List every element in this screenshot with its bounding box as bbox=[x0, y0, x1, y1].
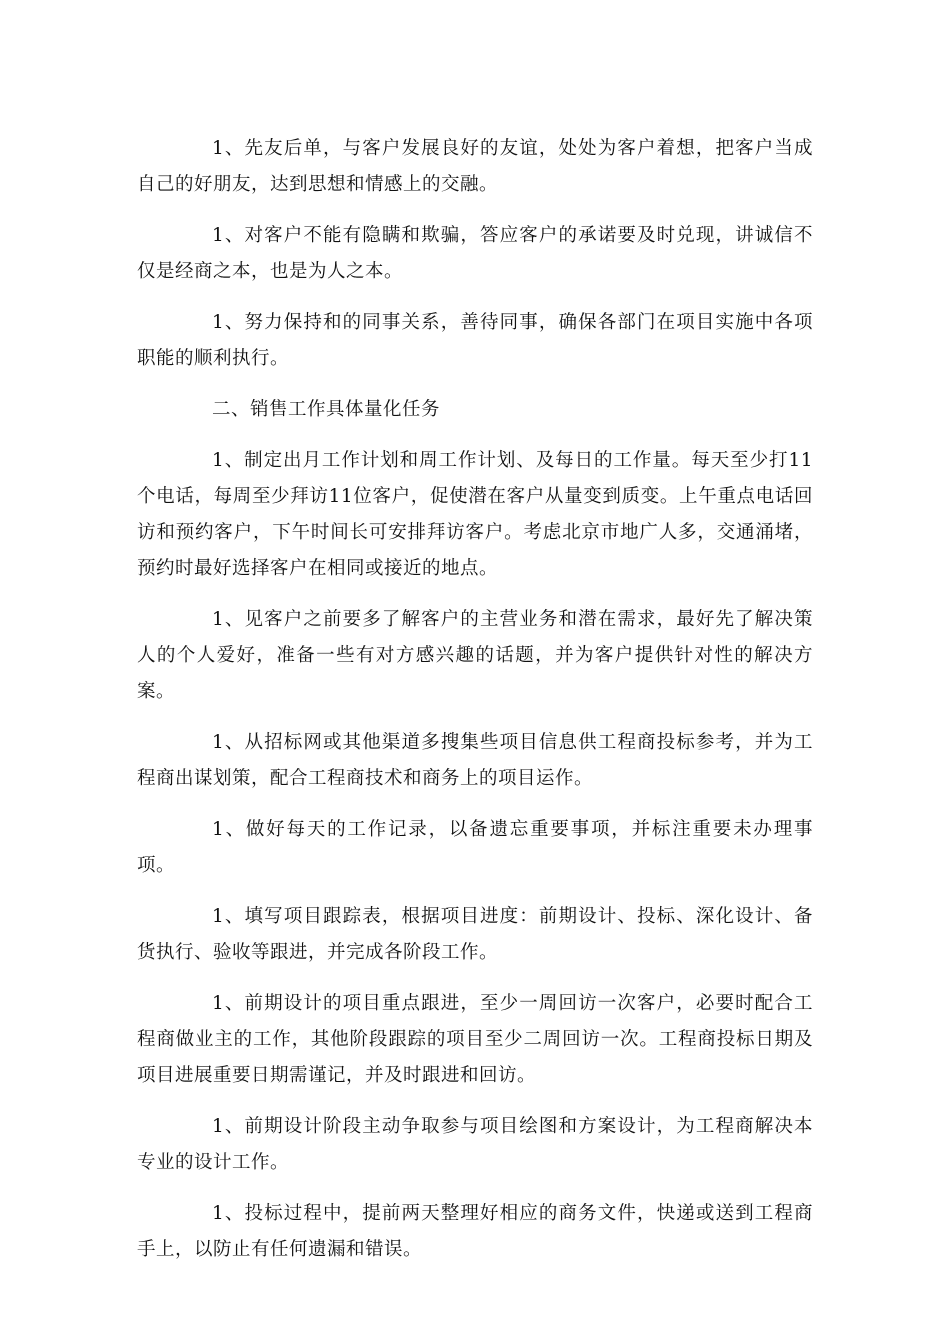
paragraph-tracking-table: 1、填写项目跟踪表，根据项目进度：前期设计、投标、深化设计、备货执行、验收等跟进，并完成各阶段工作。 bbox=[137, 906, 813, 963]
paragraph-work-plan: 1、制定出月工作计划和周工作计划、及每日的工作量。每天至少打11个电话，每周至少拜访11位客户，促使潜在客户从量变到质变。上午重点电话回访和预约客户，下午时间长可安排拜访客户。考虑北京市地广人多，交通涌堵，预约时最好选择客户在相同或接近的地点。 bbox=[137, 450, 813, 579]
paragraph-bidding: 1、投标过程中，提前两天整理好相应的商务文件，快递或送到工程商手上，以防止有任何遗漏和错误。 bbox=[137, 1203, 813, 1260]
paragraph-client-research: 1、见客户之前要多了解客户的主营业务和潜在需求，最好先了解决策人的个人爱好，准备一些有对方感兴趣的话题，并为客户提供针对性的解决方案。 bbox=[137, 609, 813, 702]
paragraph-work-records: 1、做好每天的工作记录，以备遗忘重要事项，并标注重要未办理事项。 bbox=[137, 819, 813, 876]
document-body bbox=[137, 131, 813, 1283]
paragraph-design-phase: 1、前期设计阶段主动争取参与项目绘图和方案设计，为工程商解决本专业的设计工作。 bbox=[137, 1116, 813, 1173]
paragraph-colleagues: 1、努力保持和的同事关系，善待同事，确保各部门在项目实施中各项职能的顺利执行。 bbox=[137, 312, 813, 369]
paragraph-honesty: 1、对客户不能有隐瞒和欺骗，答应客户的承诺要及时兑现，讲诚信不仅是经商之本，也是为人之本。 bbox=[137, 225, 813, 282]
section-heading: 二、销售工作具体量化任务 bbox=[212, 399, 441, 420]
paragraph-follow-up: 1、前期设计的项目重点跟进，至少一周回访一次客户，必要时配合工程商做业主的工作，其他阶段跟踪的项目至少二周回访一次。工程商投标日期及项目进展重要日期需谨记，并及时跟进和回访。 bbox=[137, 993, 813, 1086]
paragraph-project-info: 1、从招标网或其他渠道多搜集些项目信息供工程商投标参考，并为工程商出谋划策，配合工程商技术和商务上的项目运作。 bbox=[137, 732, 813, 789]
paragraph-friendship: 1、先友后单，与客户发展良好的友谊，处处为客户着想，把客户当成自己的好朋友，达到思想和情感上的交融。 bbox=[137, 138, 813, 195]
